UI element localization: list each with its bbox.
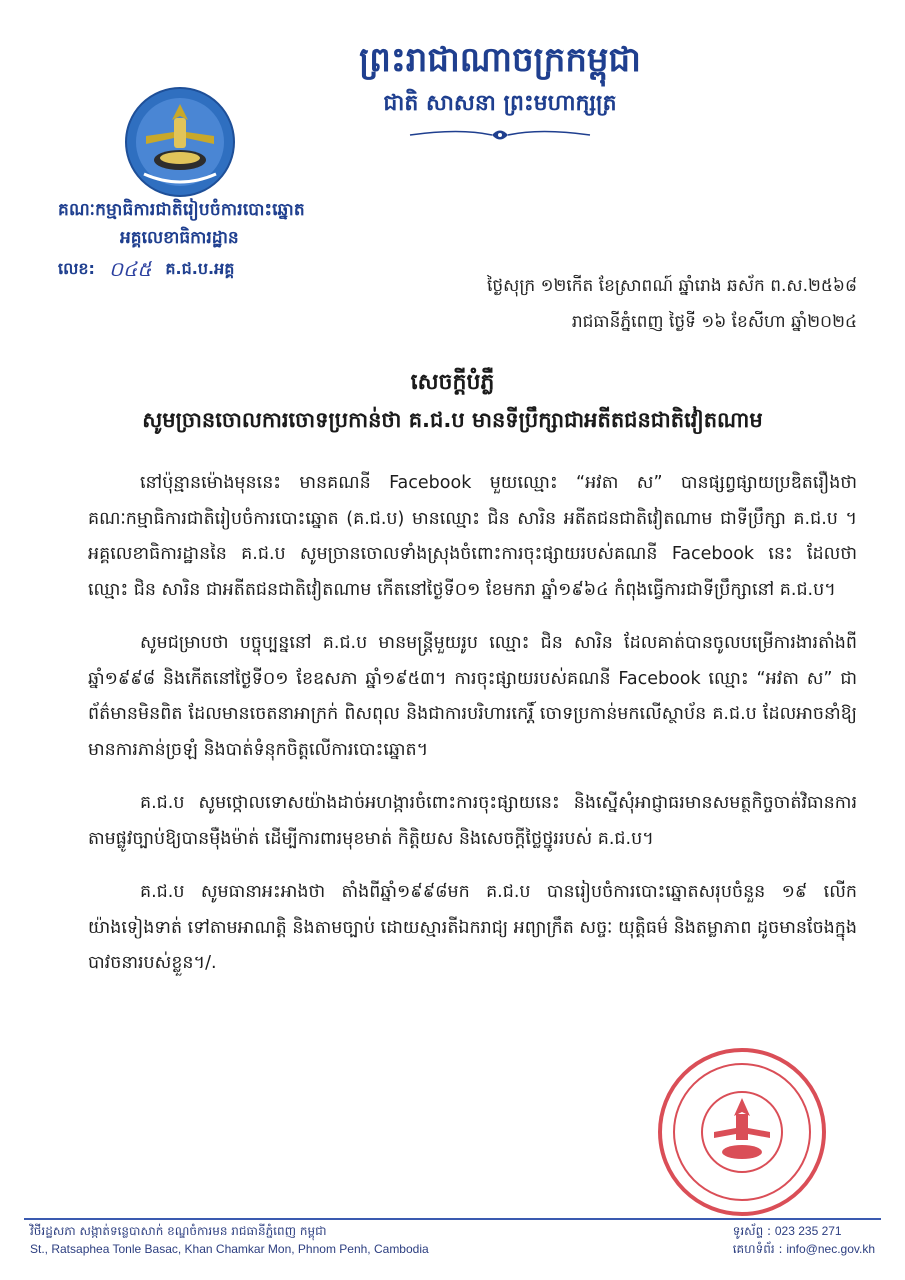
- address-khmer: វិថីរដ្ឋសភា សង្កាត់ទន្លេបាសាក់ ខណ្ឌចំការមន រាជធានីភ្នំពេញ កម្ពុជា: [30, 1224, 327, 1238]
- phone-line: [733, 1222, 875, 1240]
- address-english: St., Ratsaphea Tonle Basac, Khan Chamkar Mon, Phnom Penh, Cambodia: [30, 1242, 429, 1256]
- ref-label: លេខ:: [58, 259, 95, 278]
- phone-number: 023 235 271: [774, 1224, 842, 1238]
- solar-date: រាជធានីភ្នំពេញ ថ្ងៃទី ១៦ ខែសីហា ឆ្នាំ២០២៤: [571, 312, 857, 332]
- official-seal-icon: [656, 1046, 828, 1218]
- web-label: គេហទំព័រ :: [732, 1242, 787, 1256]
- paragraph-3: គ.ជ.ប សូមថ្កោលទោសយ៉ាងដាច់អហង្ការចំពោះការចុះផ្សាយនេះ និងស្នើសុំអាជ្ញាធរមានសមត្ថកិច្ចចាត់វិធានការតាមផ្លូវច្បាប់ឱ្យបានម៉ឺងម៉ាត់ ដើម្បីការពារមុខមាត់ កិត្តិយស និងសេចក្តីថ្លៃថ្នូររបស់ គ.ជ.ប។: [88, 793, 857, 849]
- email-address: info@nec.gov.kh: [786, 1242, 875, 1256]
- footer-divider: [24, 1218, 881, 1220]
- paragraph-2: សូមជម្រាបថា បច្ចុប្បន្ននៅ គ.ជ.ប មានមន្ត្រីមួយរូប ឈ្មោះ ជិន សារិន ដែលគាត់បានចូលបម្រើការងារតាំងពីឆ្នាំ១៩៩៨ និងកើតនៅថ្ងៃទី០១ ខែឧសភា ឆ្នាំ១៩៥៣។ ការចុះផ្សាយរបស់គណនី Facebook ឈ្មោះ “អវតា ស” ជាព័ត៌មានមិនពិត ដែលមានចេតនាអាក្រក់ ពិសពុល និងជាការបរិហារកេរ្តិ៍ ចោទប្រកាន់មកលើស្ថាប័ន គ.ជ.ប ដែលអាចនាំឱ្យមានការភាន់ច្រឡំ និងបាត់ទំនុកចិត្តលើការបោះឆ្នោត។: [88, 633, 857, 760]
- paragraph-4: គ.ជ.ប សូមធានាអះអាងថា តាំងពីឆ្នាំ១៩៩៨មក គ.ជ.ប បានរៀបចំការបោះឆ្នោតសរុបចំនួន ១៩ លើក យ៉ាងទៀងទាត់ ទៅតាមអាណត្តិ និងតាមច្បាប់ ដោយស្មារតីឯករាជ្យ អព្យាក្រឹត សច្ចៈ យុត្តិធម៌ និងតម្លាភាព ដូចមានចែងក្នុងបាវចនារបស់ខ្លួន។/.: [88, 882, 857, 973]
- email-line: [733, 1240, 875, 1258]
- kingdom-header: [330, 38, 670, 144]
- document-title: [50, 366, 855, 438]
- kingdom-title: ព្រះរាជាណាចក្រកម្ពុជា: [359, 40, 641, 80]
- title-main: សេចក្តីបំភ្លឺ: [410, 370, 495, 395]
- national-motto: ជាតិ សាសនា ព្រះមហាក្សត្រ: [383, 90, 617, 116]
- footer-contact: [733, 1222, 875, 1258]
- title-subtitle: សូមច្រានចោលការចោទប្រកាន់ថា គ.ជ.ប មានទីប្រឹក្សាជាអតីតជនជាតិវៀតណាម: [142, 408, 763, 432]
- committee-name: គណៈកម្មាធិការជាតិរៀបចំការបោះឆ្នោត: [58, 200, 305, 220]
- org-block: [58, 196, 348, 284]
- nec-emblem-icon: [124, 86, 236, 198]
- phone-label: ទូរស័ព្ទ :: [732, 1224, 775, 1238]
- ref-suffix: គ.ជ.ប.អគ្គ: [165, 259, 235, 278]
- secretariat-name: អគ្គលេខាធិការដ្ឋាន: [120, 228, 239, 248]
- body-text: [88, 466, 857, 1000]
- ref-number: ០៤៥: [108, 257, 152, 281]
- ornament-divider-icon: [400, 126, 600, 144]
- reference-line: [58, 254, 348, 284]
- date-block: [487, 268, 857, 340]
- lunar-date: ថ្ងៃសុក្រ ១២កើត ខែស្រាពណ៍ ឆ្នាំរោង ឆស័ក ព.ស.២៥៦៨: [486, 276, 857, 296]
- paragraph-1: នៅប៉ុន្មានម៉ោងមុននេះ មានគណនី Facebook មួយឈ្មោះ “អវតា ស” បានផ្សព្វផ្សាយប្រឌិតរឿងថា គណៈកម្មាធិការជាតិរៀបចំការបោះឆ្នោត (គ.ជ.ប) មានឈ្មោះ ជិន សារិន អតីតជនជាតិវៀតណាម ជាទីប្រឹក្សា គ.ជ.ប ។ អគ្គលេខាធិការដ្ឋាននៃ គ.ជ.ប សូមច្រានចោលទាំងស្រុងចំពោះការចុះផ្សាយរបស់គណនី Facebook នេះ ដែលថា ឈ្មោះ ជិន សារិន ជាអតីតជនជាតិវៀតណាម កើតនៅថ្ងៃទី០១ ខែមករា ឆ្នាំ១៩៦៤ កំពុងធ្វើការជាទីប្រឹក្សានៅ គ.ជ.ប។: [88, 473, 857, 600]
- footer-address: [30, 1222, 429, 1258]
